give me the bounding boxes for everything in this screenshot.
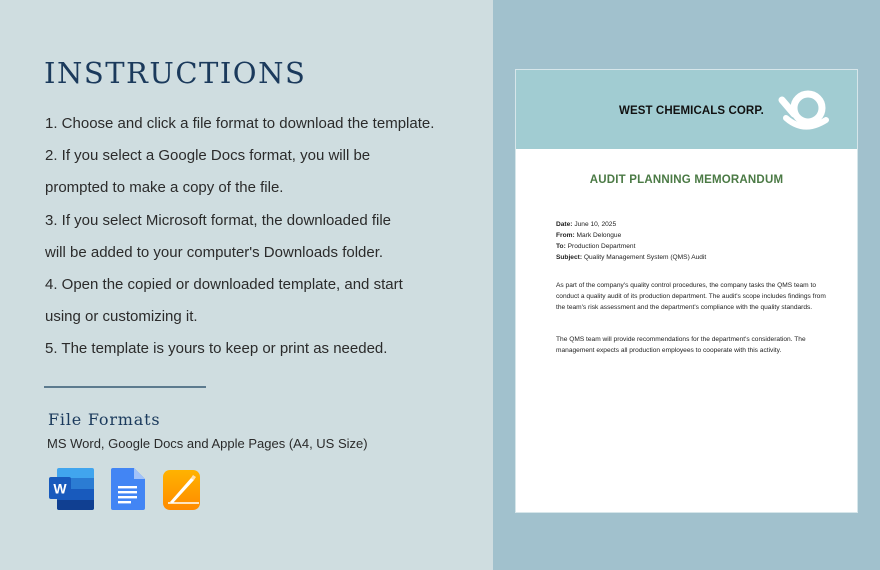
document-header [516,70,857,149]
document-preview[interactable] [515,69,858,513]
to-value: Production Department [567,243,636,250]
instruction-line: using or customizing it. [45,308,198,326]
instruction-line: 3. If you select Microsoft format, the downloaded file [45,211,392,229]
company-logo-icon [778,84,832,138]
memo-title: AUDIT PLANNING MEMORANDUM [589,174,784,186]
subject-label: Subject: [556,254,583,261]
instruction-line: prompted to make a copy of the file. [45,179,284,197]
instruction-line: will be added to your computer's Downloads folder. [45,243,384,261]
instructions-title: INSTRUCTIONS [44,56,307,90]
google-docs-icon[interactable] [110,467,146,511]
memo-to [556,241,706,252]
from-value: Mark Delongue [576,232,622,239]
memo-from [556,230,706,241]
memo-meta [556,219,706,263]
memo-paragraph: The QMS team will provide recommendations for the department's consideration. The management expects all production employees to cooperate with this activity. [556,336,806,354]
from-label: From: [556,232,575,239]
date-label: Date: [556,221,573,228]
company-name: WEST CHEMICALS CORP. [619,105,764,117]
svg-text:W: W [53,480,67,497]
apple-pages-icon[interactable] [162,469,201,511]
instruction-line: 2. If you select a Google Docs format, you will be [45,147,371,165]
instructions-list [45,112,485,370]
ms-word-icon[interactable] [48,467,95,511]
to-label: To: [556,243,566,250]
memo-date [556,219,706,230]
memo-paragraph: As part of the company's quality control procedures, the company tasks the QMS team to conduct a quality audit of its production department. The audit's scope includes findings from the team's risk assessment and the department's compliance with the quality standards. [556,282,826,311]
memo-subject [556,252,706,263]
subject-value: Quality Management System (QMS) Audit [583,254,707,261]
instruction-line: 4. Open the copied or downloaded template, and start [45,275,403,293]
date-value: June 10, 2025 [574,221,617,228]
file-formats-description: MS Word, Google Docs and Apple Pages (A4, US Size) [47,436,368,451]
file-formats-title: File Formats [48,410,161,429]
instruction-line: 5. The template is yours to keep or print as needed. [45,340,388,358]
instruction-line: 1. Choose and click a file format to download the template. [45,115,435,132]
section-divider [44,386,206,388]
